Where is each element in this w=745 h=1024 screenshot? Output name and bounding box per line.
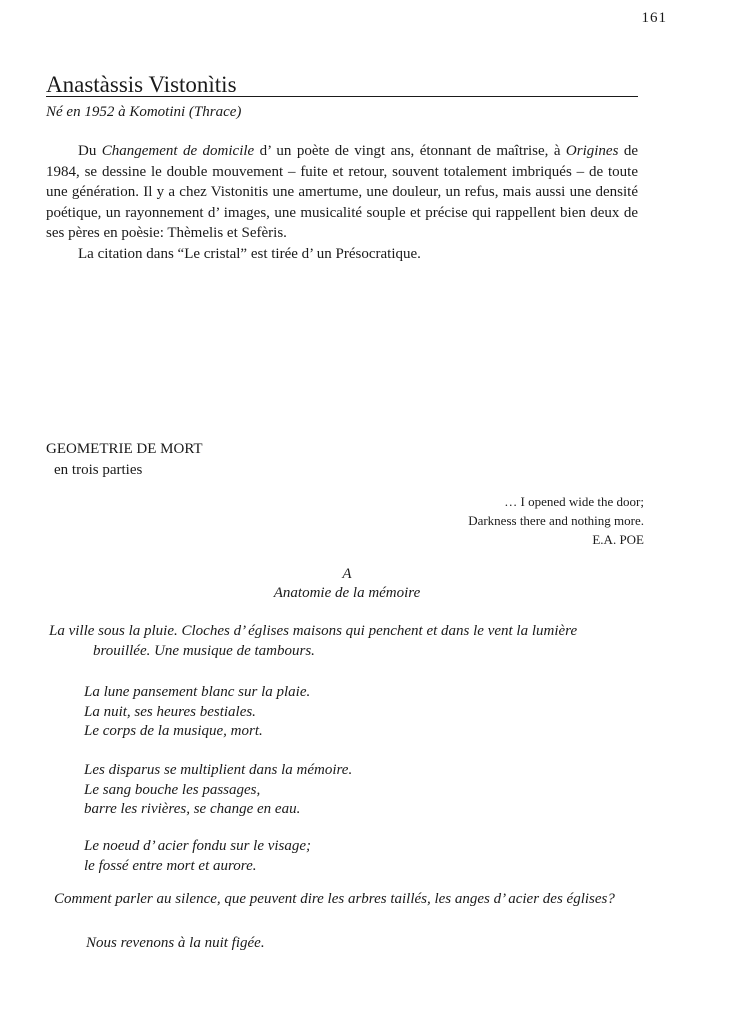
- stanza: [84, 761, 352, 820]
- intro-text: Du: [78, 143, 102, 159]
- poem-subtitle: en trois parties: [54, 462, 143, 478]
- poem-line: La lune pansement blanc sur la plaie.: [84, 684, 311, 700]
- poem-final-line: Nous revenons à la nuit figée.: [86, 935, 265, 951]
- epigraph: [468, 492, 644, 549]
- epigraph-attribution: E.A. POE: [592, 532, 644, 547]
- poem-title: GEOMETRIE DE MORT: [46, 441, 203, 457]
- poem-line: Les disparus se multiplient dans la mémoire.: [84, 762, 353, 778]
- poem-line: Le corps de la musique, mort.: [84, 723, 263, 739]
- stanza: [84, 683, 310, 742]
- poem-line: La nuit, ses heures bestiales.: [84, 703, 256, 720]
- intro-paragraph-1: [46, 141, 638, 244]
- poem-line: barre les rivières, se change en eau.: [84, 801, 301, 817]
- page-number: 161: [641, 10, 667, 26]
- poem-line: Le noeud d’ acier fondu sur le visage;: [84, 838, 312, 854]
- poem-line: La ville sous la pluie. Cloches d’ églises maisons qui penchent et dans le vent la lumière: [49, 623, 578, 639]
- author-birth-info: Né en 1952 à Komotini (Thrace): [46, 104, 242, 120]
- poem-opening: [49, 622, 649, 661]
- poem-question-line: Comment parler au silence, que peuvent dire les arbres taillés, les anges d’ acier des églises?: [54, 891, 615, 907]
- poem-line: brouillée. Une musique de tambours.: [93, 642, 315, 659]
- epigraph-line: … I opened wide the door;: [504, 494, 644, 509]
- stanza: [84, 837, 311, 876]
- work-title: Origines: [565, 143, 619, 159]
- introduction: [46, 141, 638, 264]
- author-name: Anastàssis Vistonìtis: [46, 72, 237, 97]
- section-letter: A: [342, 566, 352, 582]
- poem-line: Le sang bouche les passages,: [84, 781, 261, 798]
- poem-line: le fossé entre mort et aurore.: [84, 857, 257, 874]
- intro-text: de 1984, se dessine le double mouvement – fuite et retour, souvent totalement imbriqués – de toute une génération. Il y a chez Vistonitis une amertume, une douleur, un refus, mais aussi une densité poétique, un rayonnement d’ images, une musicalité souple et précise qui rappellent bien deux de ses pères en poèsie: Thèmelis et Sefèris.: [46, 143, 638, 241]
- epigraph-line: Darkness there and nothing more.: [468, 513, 644, 528]
- intro-text: d’ un poète de vingt ans, étonnant de maîtrise, à: [254, 143, 566, 159]
- section-title: Anatomie de la mémoire: [273, 585, 421, 601]
- title-divider: [46, 96, 638, 97]
- intro-paragraph-2: La citation dans “Le cristal” est tirée d’ un Présocratique.: [78, 245, 421, 262]
- work-title: Changement de domicile: [101, 143, 255, 159]
